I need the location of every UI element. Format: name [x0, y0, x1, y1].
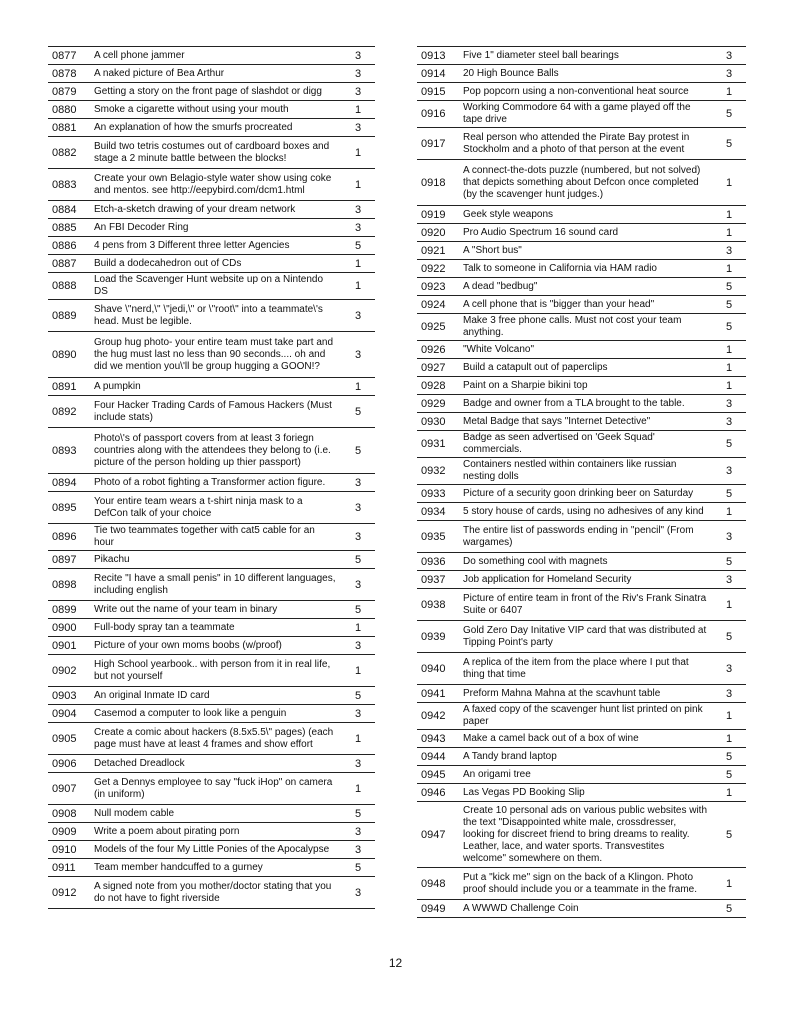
item-points: 3: [341, 877, 375, 909]
item-number: 0882: [48, 137, 88, 169]
item-points: 3: [341, 47, 375, 65]
item-points: 1: [712, 341, 746, 359]
item-number: 0917: [417, 128, 457, 160]
list-item: [48, 332, 375, 378]
item-points: 1: [712, 589, 746, 621]
item-task: Etch-a-sketch drawing of your dream network: [88, 201, 341, 219]
item-number: 0939: [417, 621, 457, 653]
item-number: 0887: [48, 255, 88, 273]
item-points: 5: [341, 687, 375, 705]
item-task: Gold Zero Day Initative VIP card that was distributed at Tipping Point's party: [457, 621, 712, 653]
item-points: 3: [341, 332, 375, 378]
item-task: A signed note from you mother/doctor stating that you do not have to fight riverside: [88, 877, 341, 909]
item-number: 0923: [417, 278, 457, 296]
item-number: 0946: [417, 784, 457, 802]
item-task: Picture of a security goon drinking beer on Saturday: [457, 485, 712, 503]
item-task: Models of the four My Little Ponies of the Apocalypse: [88, 841, 341, 859]
item-task: A pumpkin: [88, 378, 341, 396]
list-item: [417, 553, 746, 571]
item-number: 0883: [48, 169, 88, 201]
item-task: A WWWD Challenge Coin: [457, 900, 712, 918]
item-number: 0944: [417, 748, 457, 766]
item-number: 0920: [417, 224, 457, 242]
item-points: 3: [712, 571, 746, 589]
list-item: [417, 160, 746, 206]
item-task: Write out the name of your team in binary: [88, 601, 341, 619]
item-task: 20 High Bounce Balls: [457, 65, 712, 83]
list-item: [417, 206, 746, 224]
item-number: 0907: [48, 773, 88, 805]
item-points: 3: [712, 47, 746, 65]
item-points: 1: [712, 703, 746, 730]
item-number: 0924: [417, 296, 457, 314]
item-points: 3: [341, 219, 375, 237]
item-task: Real person who attended the Pirate Bay protest in Stockholm and a photo of that person at the event: [457, 128, 712, 160]
left-column: [48, 46, 375, 909]
list-item: [48, 119, 375, 137]
item-points: 3: [712, 395, 746, 413]
item-task: Badge as seen advertised on 'Geek Squad' commercials.: [457, 431, 712, 458]
item-points: 3: [341, 119, 375, 137]
list-item: [417, 101, 746, 128]
item-number: 0904: [48, 705, 88, 723]
item-number: 0932: [417, 458, 457, 485]
item-points: 5: [712, 296, 746, 314]
item-number: 0925: [417, 314, 457, 341]
item-task: The entire list of passwords ending in "pencil" (From wargames): [457, 521, 712, 553]
item-number: 0888: [48, 273, 88, 300]
right-column: [417, 46, 746, 918]
item-points: 5: [341, 601, 375, 619]
item-task: Preform Mahna Mahna at the scavhunt table: [457, 685, 712, 703]
item-task: Full-body spray tan a teammate: [88, 619, 341, 637]
item-number: 0877: [48, 47, 88, 65]
item-task: Job application for Homeland Security: [457, 571, 712, 589]
item-task: Create your own Belagio-style water show using coke and mentos. see http://eepybird.com/dcm1.html: [88, 169, 341, 201]
item-number: 0941: [417, 685, 457, 703]
item-number: 0929: [417, 395, 457, 413]
item-number: 0934: [417, 503, 457, 521]
item-points: 5: [341, 237, 375, 255]
item-points: 3: [341, 637, 375, 655]
item-task: Badge and owner from a TLA brought to the table.: [457, 395, 712, 413]
item-task: A replica of the item from the place where I put that thing that time: [457, 653, 712, 685]
item-points: 1: [341, 169, 375, 201]
list-item: [48, 378, 375, 396]
item-number: 0927: [417, 359, 457, 377]
item-number: 0919: [417, 206, 457, 224]
item-points: 1: [341, 655, 375, 687]
item-task: Your entire team wears a t-shirt ninja mask to a DefCon talk of your choice: [88, 492, 341, 524]
item-points: 1: [712, 206, 746, 224]
list-item: [48, 65, 375, 83]
list-item: [48, 841, 375, 859]
item-points: 1: [712, 868, 746, 900]
item-points: 3: [341, 65, 375, 83]
item-task: Recite "I have a small penis" in 10 different languages, including english: [88, 569, 341, 601]
item-number: 0914: [417, 65, 457, 83]
item-number: 0918: [417, 160, 457, 206]
item-points: 5: [712, 553, 746, 571]
item-number: 0947: [417, 802, 457, 868]
item-number: 0903: [48, 687, 88, 705]
item-points: 1: [712, 377, 746, 395]
item-points: 3: [712, 458, 746, 485]
item-number: 0922: [417, 260, 457, 278]
item-points: 5: [712, 431, 746, 458]
item-points: 5: [712, 900, 746, 918]
item-points: 5: [341, 551, 375, 569]
item-task: Write a poem about pirating porn: [88, 823, 341, 841]
item-task: Create a comic about hackers (8.5x5.5\" pages) (each page must have at least 4 frames and show effort: [88, 723, 341, 755]
item-task: A faxed copy of the scavenger hunt list printed on pink paper: [457, 703, 712, 730]
list-item: [417, 685, 746, 703]
item-task: Tie two teammates together with cat5 cable for an hour: [88, 524, 341, 551]
list-item: [48, 551, 375, 569]
list-item: [417, 377, 746, 395]
item-number: 0945: [417, 766, 457, 784]
item-task: Load the Scavenger Hunt website up on a Nintendo DS: [88, 273, 341, 300]
item-points: 5: [712, 128, 746, 160]
list-item: [417, 653, 746, 685]
item-points: 1: [712, 224, 746, 242]
list-item: [417, 314, 746, 341]
item-points: 3: [712, 653, 746, 685]
list-item: [48, 237, 375, 255]
list-item: [417, 278, 746, 296]
list-item: [48, 137, 375, 169]
list-item: [48, 773, 375, 805]
list-item: [48, 805, 375, 823]
item-number: 0916: [417, 101, 457, 128]
item-task: Getting a story on the front page of slashdot or digg: [88, 83, 341, 101]
item-task: Casemod a computer to look like a penguin: [88, 705, 341, 723]
item-number: 0928: [417, 377, 457, 395]
item-number: 0881: [48, 119, 88, 137]
item-points: 5: [712, 748, 746, 766]
item-task: Create 10 personal ads on various public websites with the text "Disappointed white male, crossdresser, looking for discreet friend to bring dreams to reality. Leather, lace, and water sports. Transvestites welcome" somewhere on them.: [457, 802, 712, 868]
item-number: 0891: [48, 378, 88, 396]
item-task: Paint on a Sharpie bikini top: [457, 377, 712, 395]
item-task: Group hug photo- your entire team must take part and the hug must last no less than 90 seconds.... oh and did we mention you\'ll be group hugging a GOON!?: [88, 332, 341, 378]
item-points: 3: [341, 524, 375, 551]
item-task: "White Volcano": [457, 341, 712, 359]
item-points: 1: [712, 359, 746, 377]
item-number: 0896: [48, 524, 88, 551]
item-points: 5: [341, 859, 375, 877]
item-points: 3: [341, 823, 375, 841]
item-points: 3: [712, 242, 746, 260]
list-item: [417, 868, 746, 900]
list-item: [48, 859, 375, 877]
item-task: A connect-the-dots puzzle (numbered, but not solved) that depicts something about Defcon once completed (by the scavenger hunt judges.): [457, 160, 712, 206]
list-item: [417, 458, 746, 485]
item-number: 0911: [48, 859, 88, 877]
item-task: Metal Badge that says "Internet Detective": [457, 413, 712, 431]
item-number: 0893: [48, 428, 88, 474]
item-points: 3: [341, 755, 375, 773]
list-item: [48, 687, 375, 705]
item-number: 0913: [417, 47, 457, 65]
item-number: 0879: [48, 83, 88, 101]
item-number: 0912: [48, 877, 88, 909]
list-item: [48, 396, 375, 428]
item-points: 5: [712, 314, 746, 341]
item-task: A dead "bedbug": [457, 278, 712, 296]
item-task: Photo of a robot fighting a Transformer action figure.: [88, 474, 341, 492]
list-item: [48, 655, 375, 687]
item-points: 1: [341, 273, 375, 300]
item-task: Shave \"nerd,\" \"jedi,\" or \"root\" into a teammate\'s head. Must be legible.: [88, 300, 341, 332]
list-item: [48, 705, 375, 723]
list-item: [417, 485, 746, 503]
list-item: [48, 755, 375, 773]
list-item: [48, 47, 375, 65]
item-points: 1: [341, 773, 375, 805]
item-points: 3: [712, 413, 746, 431]
item-points: 3: [712, 521, 746, 553]
scavenger-list-table-left: [48, 46, 375, 909]
list-item: [417, 395, 746, 413]
item-number: 0885: [48, 219, 88, 237]
item-task: Null modem cable: [88, 805, 341, 823]
list-item: [48, 169, 375, 201]
list-item: [417, 242, 746, 260]
item-points: 5: [712, 802, 746, 868]
item-number: 0926: [417, 341, 457, 359]
item-number: 0931: [417, 431, 457, 458]
page-number: 12: [388, 956, 403, 970]
item-points: 5: [712, 278, 746, 296]
item-points: 3: [341, 474, 375, 492]
list-item: [417, 341, 746, 359]
item-number: 0943: [417, 730, 457, 748]
item-points: 5: [712, 485, 746, 503]
item-task: 5 story house of cards, using no adhesives of any kind: [457, 503, 712, 521]
list-item: [417, 260, 746, 278]
item-task: A "Short bus": [457, 242, 712, 260]
item-points: 1: [712, 260, 746, 278]
item-points: 5: [341, 396, 375, 428]
list-item: [417, 802, 746, 868]
list-item: [48, 823, 375, 841]
list-item: [48, 83, 375, 101]
item-task: Five 1" diameter steel ball bearings: [457, 47, 712, 65]
list-item: [417, 224, 746, 242]
list-item: [48, 201, 375, 219]
item-points: 1: [341, 255, 375, 273]
item-task: Build two tetris costumes out of cardboard boxes and stage a 2 minute battle between the blocks!: [88, 137, 341, 169]
item-number: 0930: [417, 413, 457, 431]
item-points: 1: [712, 503, 746, 521]
item-number: 0898: [48, 569, 88, 601]
item-task: Pro Audio Spectrum 16 sound card: [457, 224, 712, 242]
list-item: [417, 128, 746, 160]
item-task: A cell phone jammer: [88, 47, 341, 65]
item-points: 3: [341, 492, 375, 524]
item-points: 5: [712, 101, 746, 128]
list-item: [48, 619, 375, 637]
item-number: 0886: [48, 237, 88, 255]
item-task: Team member handcuffed to a gurney: [88, 859, 341, 877]
item-task: Get a Dennys employee to say "fuck iHop" on camera (in uniform): [88, 773, 341, 805]
item-task: A naked picture of Bea Arthur: [88, 65, 341, 83]
list-item: [417, 413, 746, 431]
list-item: [417, 521, 746, 553]
item-points: 1: [712, 160, 746, 206]
item-points: 1: [712, 83, 746, 101]
item-number: 0892: [48, 396, 88, 428]
scavenger-list-table-right: [417, 46, 746, 918]
item-task: Picture of entire team in front of the Riv's Frank Sinatra Suite or 6407: [457, 589, 712, 621]
item-points: 3: [341, 300, 375, 332]
item-number: 0910: [48, 841, 88, 859]
item-task: A Tandy brand laptop: [457, 748, 712, 766]
item-task: Las Vegas PD Booking Slip: [457, 784, 712, 802]
item-number: 0915: [417, 83, 457, 101]
list-item: [417, 621, 746, 653]
item-number: 0878: [48, 65, 88, 83]
item-task: 4 pens from 3 Different three letter Agencies: [88, 237, 341, 255]
item-number: 0897: [48, 551, 88, 569]
list-item: [417, 784, 746, 802]
item-points: 1: [712, 730, 746, 748]
item-task: Picture of your own moms boobs (w/proof): [88, 637, 341, 655]
list-item: [48, 723, 375, 755]
item-task: Photo\'s of passport covers from at least 3 foriegn countries along with the attendees they belong to (i.e. picture of the person holding up thier passport): [88, 428, 341, 474]
list-item: [417, 65, 746, 83]
item-number: 0921: [417, 242, 457, 260]
list-item: [417, 748, 746, 766]
item-number: 0901: [48, 637, 88, 655]
item-task: Put a "kick me" sign on the back of a Klingon. Photo proof should include you or a teammate in the frame.: [457, 868, 712, 900]
item-number: 0900: [48, 619, 88, 637]
list-item: [417, 730, 746, 748]
item-task: Geek style weapons: [457, 206, 712, 224]
item-task: Pop popcorn using a non-conventional heat source: [457, 83, 712, 101]
item-points: 1: [341, 137, 375, 169]
item-number: 0906: [48, 755, 88, 773]
item-task: High School yearbook.. with person from it in real life, but not yourself: [88, 655, 341, 687]
item-number: 0890: [48, 332, 88, 378]
item-number: 0942: [417, 703, 457, 730]
item-number: 0909: [48, 823, 88, 841]
list-item: [48, 219, 375, 237]
list-item: [417, 766, 746, 784]
item-task: A cell phone that is "bigger than your head": [457, 296, 712, 314]
item-task: An origami tree: [457, 766, 712, 784]
list-item: [417, 431, 746, 458]
list-item: [48, 255, 375, 273]
list-item: [48, 273, 375, 300]
item-points: 5: [712, 766, 746, 784]
item-number: 0889: [48, 300, 88, 332]
list-item: [48, 601, 375, 619]
item-task: Detached Dreadlock: [88, 755, 341, 773]
item-number: 0940: [417, 653, 457, 685]
item-number: 0938: [417, 589, 457, 621]
item-points: 3: [712, 685, 746, 703]
list-item: [48, 428, 375, 474]
list-item: [48, 637, 375, 655]
item-task: Talk to someone in California via HAM radio: [457, 260, 712, 278]
item-task: An explanation of how the smurfs procreated: [88, 119, 341, 137]
item-task: An original Inmate ID card: [88, 687, 341, 705]
item-number: 0884: [48, 201, 88, 219]
item-points: 1: [712, 784, 746, 802]
item-task: Build a dodecahedron out of CDs: [88, 255, 341, 273]
item-number: 0880: [48, 101, 88, 119]
item-task: Make a camel back out of a box of wine: [457, 730, 712, 748]
list-item: [48, 474, 375, 492]
item-number: 0936: [417, 553, 457, 571]
item-number: 0933: [417, 485, 457, 503]
list-item: [48, 101, 375, 119]
item-points: 1: [341, 101, 375, 119]
item-task: Smoke a cigarette without using your mouth: [88, 101, 341, 119]
item-task: Working Commodore 64 with a game played off the tape drive: [457, 101, 712, 128]
list-item: [417, 359, 746, 377]
item-task: Pikachu: [88, 551, 341, 569]
item-points: 5: [341, 428, 375, 474]
item-points: 1: [341, 619, 375, 637]
item-number: 0908: [48, 805, 88, 823]
list-item: [48, 300, 375, 332]
list-item: [417, 703, 746, 730]
item-task: Do something cool with magnets: [457, 553, 712, 571]
list-item: [48, 877, 375, 909]
item-number: 0948: [417, 868, 457, 900]
item-number: 0899: [48, 601, 88, 619]
list-item: [48, 492, 375, 524]
list-item: [417, 47, 746, 65]
item-task: Build a catapult out of paperclips: [457, 359, 712, 377]
item-points: 3: [341, 705, 375, 723]
item-points: 3: [341, 569, 375, 601]
list-item: [417, 83, 746, 101]
item-number: 0935: [417, 521, 457, 553]
item-points: 3: [712, 65, 746, 83]
item-number: 0949: [417, 900, 457, 918]
list-item: [417, 296, 746, 314]
item-points: 1: [341, 723, 375, 755]
item-points: 3: [341, 201, 375, 219]
list-item: [417, 589, 746, 621]
list-item: [417, 503, 746, 521]
item-task: An FBI Decoder Ring: [88, 219, 341, 237]
list-item: [48, 569, 375, 601]
item-task: Containers nestled within containers like russian nesting dolls: [457, 458, 712, 485]
list-item: [48, 524, 375, 551]
item-points: 5: [341, 805, 375, 823]
item-task: Four Hacker Trading Cards of Famous Hackers (Must include stats): [88, 396, 341, 428]
item-points: 3: [341, 841, 375, 859]
item-number: 0902: [48, 655, 88, 687]
item-task: Make 3 free phone calls. Must not cost your team anything.: [457, 314, 712, 341]
item-number: 0895: [48, 492, 88, 524]
list-item: [417, 900, 746, 918]
item-number: 0894: [48, 474, 88, 492]
item-points: 5: [712, 621, 746, 653]
item-number: 0905: [48, 723, 88, 755]
item-points: 3: [341, 83, 375, 101]
item-points: 1: [341, 378, 375, 396]
list-item: [417, 571, 746, 589]
item-number: 0937: [417, 571, 457, 589]
